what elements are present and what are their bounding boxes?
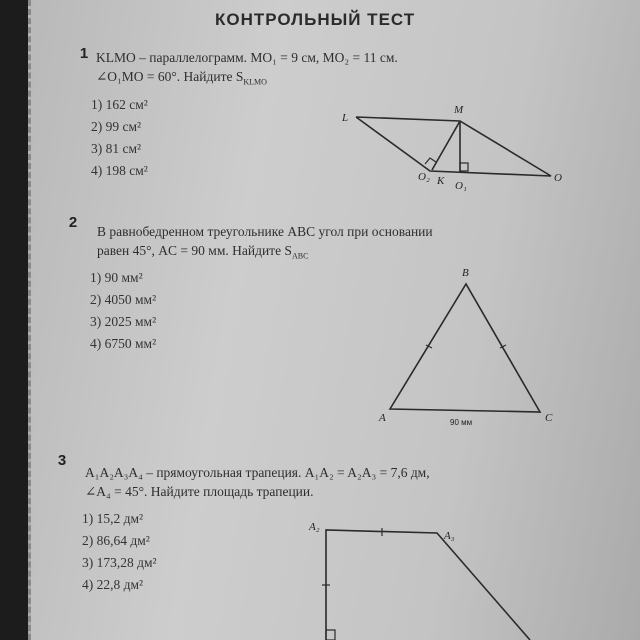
figure-trapezoid [322, 528, 530, 640]
problem-2-line-1: В равнобедренном треугольнике ABC угол при основании [97, 224, 433, 239]
right-angle-a1 [326, 630, 335, 640]
problem-3-line-2: ∠A₄ = 45°. Найдите площадь трапеции. [85, 484, 314, 499]
label-a: A [379, 412, 386, 424]
label-o: O [554, 172, 562, 184]
trapezoid-outline [326, 530, 530, 640]
problem-3-option-1: 1) 15,2 дм² [82, 511, 144, 526]
problem-2-option-3: 3) 2025 мм² [90, 314, 157, 329]
problem-3-option-4: 4) 22,8 дм² [82, 577, 144, 592]
label-c: C [545, 412, 553, 424]
problem-2-option-4: 4) 6750 мм² [90, 336, 157, 351]
label-l: L [342, 112, 349, 124]
triangle-outline [390, 284, 540, 412]
right-angle-o2 [425, 158, 436, 164]
problem-1-number: 1 [79, 45, 89, 62]
label-o2: O₂ [418, 171, 430, 183]
height-m-o2 [432, 121, 460, 170]
label-k: K [437, 175, 445, 187]
figure-parallelogram [356, 117, 551, 176]
parallelogram-outline [356, 117, 551, 176]
problem-1-option-2: 2) 99 см² [91, 119, 142, 134]
problem-3-option-2: 2) 86,64 дм² [82, 533, 150, 548]
problem-1-option-3: 3) 81 см² [91, 141, 142, 156]
problem-1-option-1: 1) 162 см² [91, 97, 148, 112]
right-angle-o1 [460, 163, 468, 171]
label-m: M [454, 104, 464, 116]
figure-triangle [390, 284, 540, 412]
problem-2-line-2: равен 45°, AC = 90 мм. Найдите $S_{ABC}$ [97, 243, 309, 261]
problem-1-line-2: ∠O₁MO = 60°. Найдите $S_{KLMO}$ [96, 69, 267, 87]
problem-3-number: 3 [57, 452, 67, 469]
problem-3-option-3: 3) 173,28 дм² [82, 555, 157, 570]
label-a3: A₃ [444, 530, 455, 542]
problem-2-option-2: 2) 4050 мм² [90, 292, 157, 307]
page-title: КОНТРОЛЬНЫЙ ТЕСТ [215, 10, 416, 29]
label-b: B [462, 267, 469, 279]
problem-2-number: 2 [68, 214, 78, 231]
problem-1-line-1: KLMO – параллелограмм. MO₁ = 9 см, MO₂ = 11 см. [96, 50, 398, 65]
problem-1-option-4: 4) 198 см² [91, 163, 148, 178]
label-o1: O₁ [455, 180, 467, 192]
label-ac-length: 90 мм [450, 418, 473, 427]
problem-3-line-1: A₁A₂A₃A₄ – прямоугольная трапеция. A₁A₂ = A₂A₃ = 7,6 дм, [85, 465, 430, 480]
problem-2-option-1: 1) 90 мм² [90, 270, 143, 285]
label-a2: A₂ [309, 521, 320, 533]
